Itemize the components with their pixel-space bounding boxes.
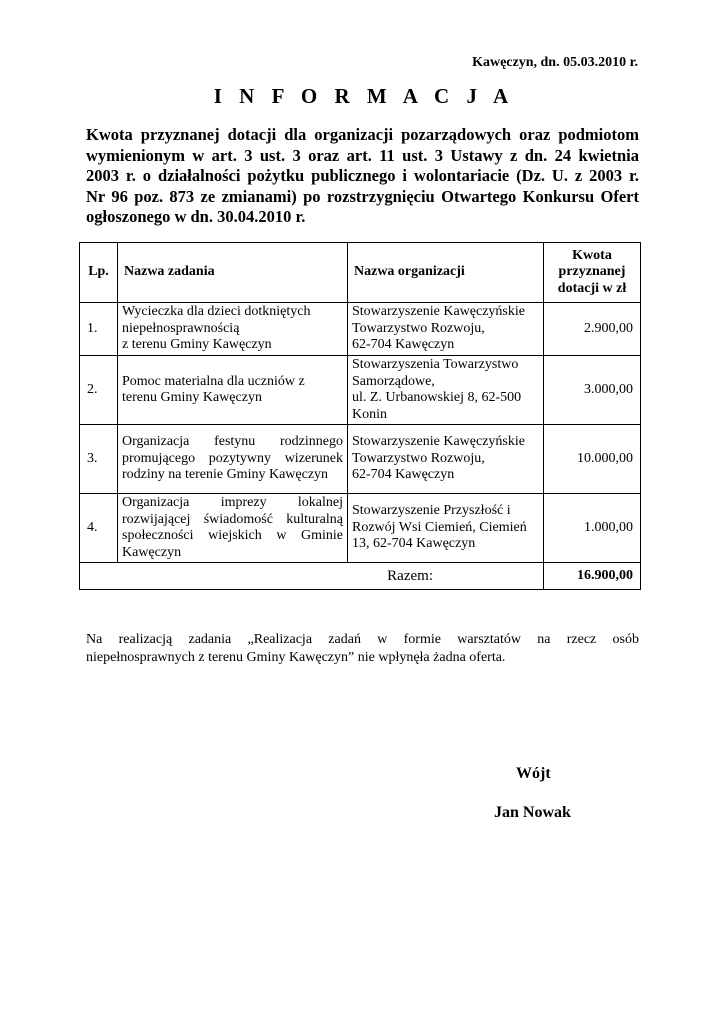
row-lp: 1. bbox=[80, 303, 118, 356]
row-amount: 10.000,00 bbox=[544, 425, 641, 494]
task-line: terenu Gminy Kawęczyn bbox=[122, 390, 262, 405]
row-amount: 1.000,00 bbox=[544, 494, 641, 563]
row-lp: 2. bbox=[80, 356, 118, 425]
total-amount: 16.900,00 bbox=[544, 563, 641, 590]
note-paragraph bbox=[86, 631, 639, 667]
task-line: rozwijającej świadomość kulturalną bbox=[122, 511, 343, 527]
task-line: z terenu Gminy Kawęczyn bbox=[122, 337, 272, 353]
row-org bbox=[348, 425, 544, 494]
task-line: Organizacja imprezy lokalnej bbox=[122, 495, 343, 510]
table-row bbox=[80, 494, 641, 563]
header-lp: Lp. bbox=[80, 243, 118, 303]
signature-name: Jan Nowak bbox=[494, 804, 571, 821]
task-line: Wycieczka dla dzieci dotkniętych bbox=[122, 304, 311, 320]
intro-paragraph bbox=[86, 125, 639, 228]
row-amount: 3.000,00 bbox=[544, 356, 641, 425]
header-task: Nazwa zadania bbox=[118, 243, 348, 303]
task-line: promującego pozytywny wizerunek bbox=[122, 450, 343, 466]
row-task bbox=[118, 425, 348, 494]
note-line: niepełnosprawnych z terenu Gminy Kawęczyn” nie wpłynęła żadna oferta. bbox=[86, 650, 506, 665]
row-task bbox=[118, 303, 348, 356]
task-line: Kawęczyn bbox=[122, 544, 182, 560]
row-amount: 2.900,00 bbox=[544, 303, 641, 356]
org-line: Stowarzyszenia Towarzystwo bbox=[352, 357, 519, 372]
row-lp: 4. bbox=[80, 494, 118, 563]
row-org bbox=[348, 356, 544, 425]
header-amount bbox=[544, 243, 641, 303]
header-amount-line: dotacji w zł bbox=[557, 280, 627, 296]
org-line: 13, 62-704 Kawęczyn bbox=[352, 536, 476, 552]
intro-line: ogłoszonego w dn. 30.04.2010 r. bbox=[86, 207, 306, 226]
org-line: Towarzystwo Rozwoju, bbox=[352, 320, 485, 336]
table-header-row bbox=[80, 243, 641, 303]
total-label: Razem: bbox=[80, 563, 544, 590]
document-title: I N F O R M A C J A bbox=[213, 84, 515, 108]
org-line: 62-704 Kawęczyn bbox=[352, 467, 455, 483]
intro-line: 2003 r. o działalności pożytku publicznego i wolontariacie (Dz. U. z 2003 r. bbox=[86, 166, 639, 185]
task-line: Organizacja festynu rodzinnego bbox=[122, 434, 343, 450]
org-line: Stowarzyszenie Przyszłość i bbox=[352, 503, 511, 519]
org-line: ul. Z. Urbanowskiej 8, 62-500 bbox=[352, 390, 522, 405]
org-line: Konin bbox=[352, 406, 387, 422]
org-line: Towarzystwo Rozwoju, bbox=[352, 450, 485, 466]
org-line: 62-704 Kawęczyn bbox=[352, 337, 455, 353]
org-line: Stowarzyszenie Kawęczyńskie bbox=[352, 304, 525, 320]
org-line: Samorządowe, bbox=[352, 373, 435, 389]
org-line: Stowarzyszenie Kawęczyńskie bbox=[352, 434, 525, 450]
table-row bbox=[80, 303, 641, 356]
task-line: rodziny na terenie Gminy Kawęczyn bbox=[122, 467, 329, 483]
intro-line: wymienionym w art. 3 ust. 3 oraz art. 11 ust. 3 Ustawy z dn. 24 kwietnia bbox=[86, 145, 639, 165]
date-line: Kawęczyn, dn. 05.03.2010 r. bbox=[472, 55, 638, 70]
header-amount-line: przyznanej bbox=[558, 264, 626, 280]
task-line: Pomoc materialna dla uczniów z bbox=[122, 373, 305, 389]
header-org: Nazwa organizacji bbox=[348, 243, 544, 303]
total-row bbox=[80, 563, 641, 590]
row-task bbox=[118, 494, 348, 563]
row-lp: 3. bbox=[80, 425, 118, 494]
intro-line: Kwota przyznanej dotacji dla organizacji pozarządowych oraz podmiotom bbox=[86, 125, 639, 144]
table-row bbox=[80, 425, 641, 494]
row-org bbox=[348, 494, 544, 563]
grants-table bbox=[79, 242, 641, 590]
task-line: społeczności wiejskich w Gminie bbox=[122, 528, 343, 543]
header-amount-line: Kwota bbox=[572, 247, 612, 263]
task-line: niepełnosprawnością bbox=[122, 320, 240, 336]
row-task bbox=[118, 356, 348, 425]
note-line: Na realizacją zadania „Realizacja zadań w formie warsztatów na rzecz osób bbox=[86, 632, 639, 647]
intro-line: Nr 96 poz. 873 ze zmianami) po rozstrzygnięciu Otwartego Konkursu Ofert bbox=[86, 186, 639, 206]
org-line: Rozwój Wsi Ciemień, Ciemień bbox=[352, 519, 527, 535]
table-row bbox=[80, 356, 641, 425]
row-org bbox=[348, 303, 544, 356]
signature-role: Wójt bbox=[516, 765, 551, 782]
